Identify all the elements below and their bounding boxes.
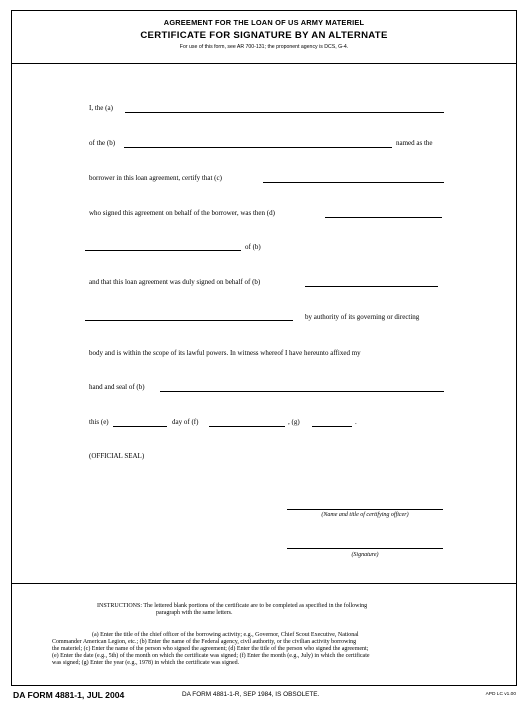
instructions-detail-3: the materiel; (c) Enter the name of the person who signed the agreement; (d) Enter the title of the person who signed the agreement; <box>52 646 369 652</box>
instructions-detail-5: was signed; (g) Enter the year (e.g., 1978) in which the certificate was signed. <box>52 660 240 666</box>
signer-name-field[interactable] <box>263 182 444 183</box>
form-use-note: For use of this form, see AR 700-131; the proponent agency is DCS, G-4. <box>179 44 349 50</box>
official-seal-label: (OFFICIAL SEAL) <box>89 452 145 460</box>
name-title-caption: (Name and title of certifying officer) <box>321 512 409 518</box>
instructions-detail-1: (a) Enter the title of the chief officer of the borrowing activity; e.g., Governor, Chief Scout Executive, National <box>92 632 359 638</box>
behalf-activity-field-part1[interactable] <box>305 286 438 287</box>
cert-text-comma-g: , (g) <box>288 418 300 426</box>
behalf-activity-field-part2[interactable] <box>85 320 293 321</box>
cert-text-authority: by authority of its governing or directing <box>305 313 420 321</box>
form-header <box>12 11 516 64</box>
signer-title-field-part1[interactable] <box>325 217 442 218</box>
signer-title-field-part2[interactable] <box>85 250 241 251</box>
cert-text-chief-officer: I, the (a) <box>89 104 113 112</box>
cert-text-borrower-certify: borrower in this loan agreement, certify that (c) <box>89 174 222 182</box>
cert-text-who-signed: who signed this agreement on behalf of the borrower, was then (d) <box>89 209 275 217</box>
certifying-officer-field[interactable] <box>287 509 443 510</box>
obsolete-notice: DA FORM 4881-1-R, SEP 1984, IS OBSOLETE. <box>182 691 320 698</box>
cert-text-period: . <box>355 418 357 426</box>
cert-text-of-the: of the (b) <box>89 139 116 147</box>
instructions-detail-4: (e) Enter the date (e.g., 5th) of the month on which the certificate was signed; (f) Enter the month (e.g., July) in which the certificate <box>52 653 370 659</box>
seal-activity-field[interactable] <box>160 391 444 392</box>
cert-text-day-of: day of (f) <box>172 418 199 426</box>
year-field[interactable] <box>312 426 352 427</box>
chief-officer-title-field[interactable] <box>125 112 444 113</box>
form-frame <box>11 10 517 686</box>
month-field[interactable] <box>209 426 285 427</box>
cert-text-lawful-powers: body and is within the scope of its lawful powers. In witness whereof I have hereunto affixed my <box>89 349 361 357</box>
form-number: DA FORM 4881-1, JUL 2004 <box>13 690 125 700</box>
instructions-line-1: INSTRUCTIONS: The lettered blank portions of the certificate are to be completed as specified in the following <box>97 603 368 609</box>
instructions-detail-2: Commander American Legion, etc.; (b) Enter the name of the Federal agency, civil authority, or the civilian activity borrowing <box>52 639 357 645</box>
cert-text-duly-signed: and that this loan agreement was duly signed on behalf of (b) <box>89 278 261 286</box>
instructions-line-2: paragraph with the same letters. <box>156 610 233 616</box>
signature-caption: (Signature) <box>351 552 379 558</box>
form-title: AGREEMENT FOR THE LOAN OF US ARMY MATERIEL <box>163 18 365 27</box>
cert-text-hand-seal: hand and seal of (b) <box>89 383 145 391</box>
certificate-body <box>12 63 516 584</box>
form-subtitle: CERTIFICATE FOR SIGNATURE BY AN ALTERNATE <box>140 30 388 41</box>
cert-text-named-as: named as the <box>396 139 433 147</box>
day-field[interactable] <box>113 426 167 427</box>
cert-text-of-b: of (b) <box>245 243 261 251</box>
borrowing-activity-field[interactable] <box>124 147 392 148</box>
version-label: APD LC v1.00 <box>485 692 516 697</box>
signature-field[interactable] <box>287 548 443 549</box>
cert-text-this: this (e) <box>89 418 109 426</box>
